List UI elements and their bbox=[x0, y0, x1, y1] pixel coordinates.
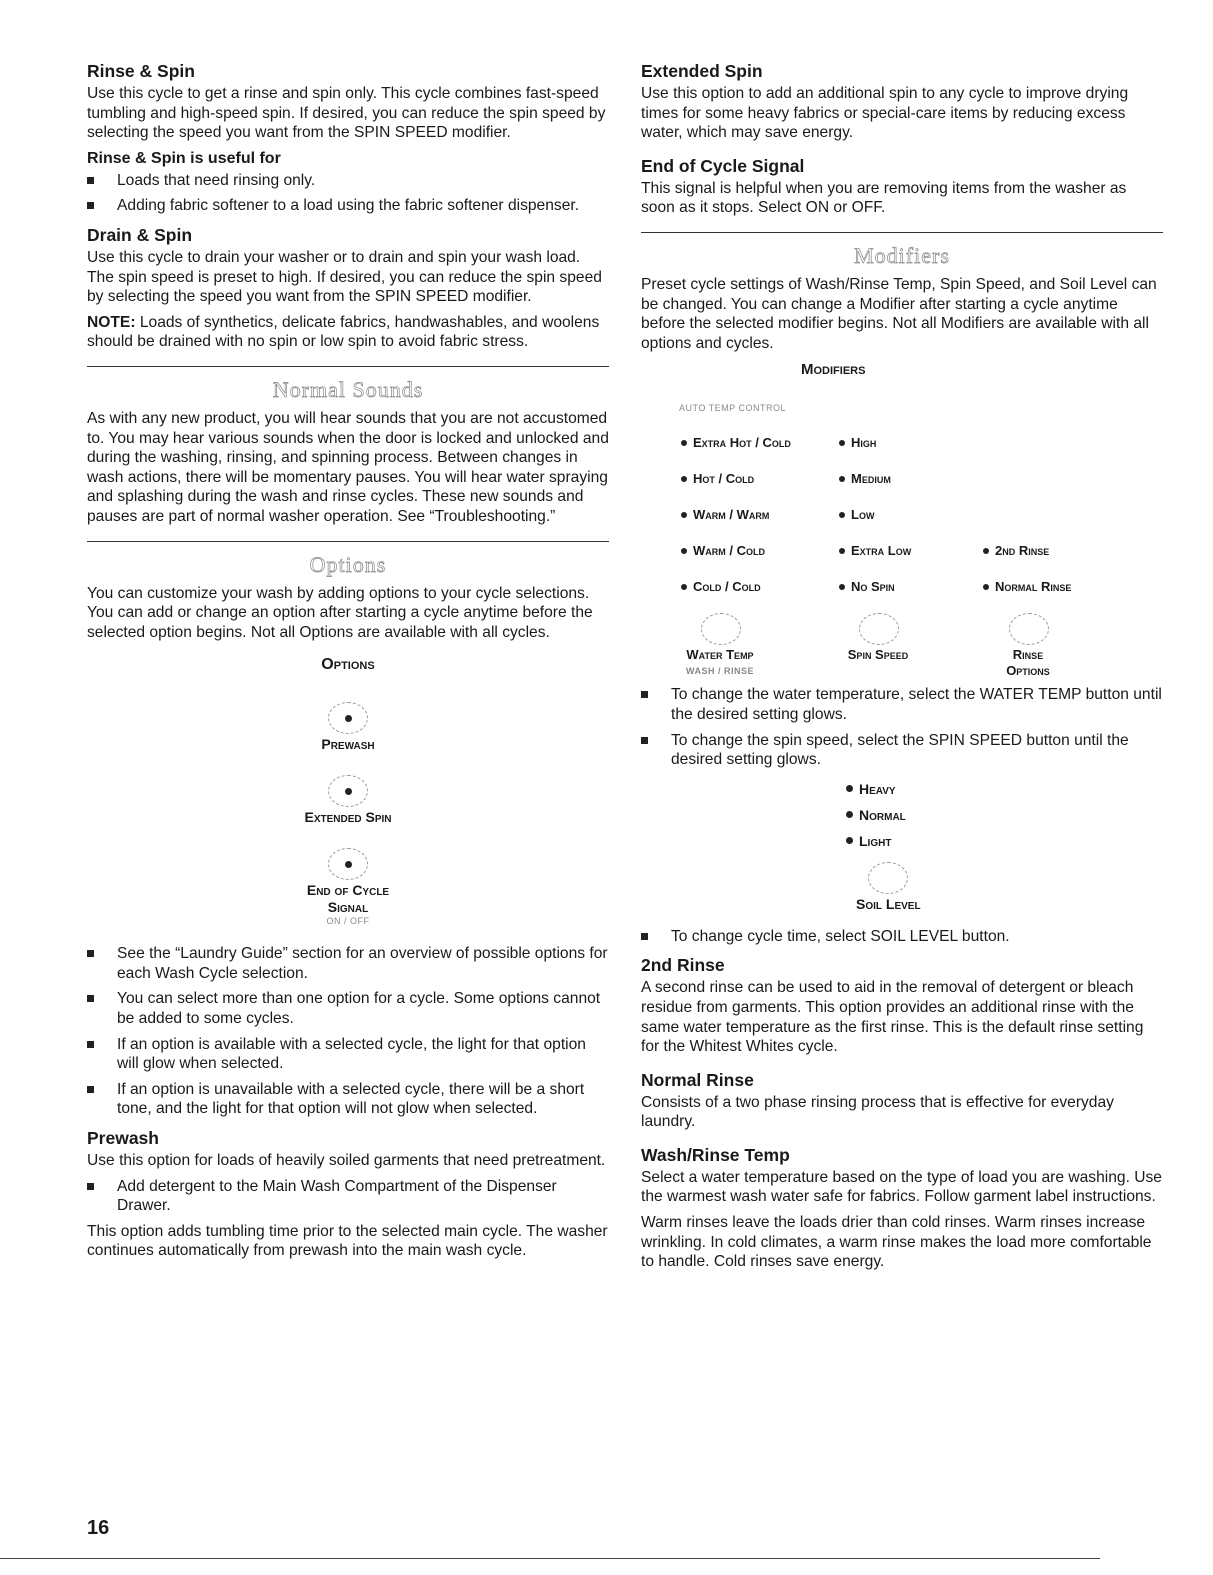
divider bbox=[87, 366, 609, 367]
indicator-light-icon bbox=[681, 440, 687, 446]
rinse-options-label bbox=[983, 647, 1073, 679]
spin-option bbox=[839, 435, 876, 450]
list-item: If an option is unavailable with a selected cycle, there will be a short tone, and the light for that option will not glow when selected. bbox=[87, 1080, 609, 1119]
list-item: To change the water temperature, select the WATER TEMP button until the desired setting glows. bbox=[641, 685, 1163, 724]
drain-spin-heading: Drain & Spin bbox=[87, 224, 193, 245]
temp-option-label: Extra Hot / Cold bbox=[693, 435, 791, 451]
extended-spin-label: Extended Spin bbox=[304, 809, 392, 826]
spin-option-label: No Spin bbox=[851, 579, 895, 595]
temp-option-label: Warm / Warm bbox=[693, 507, 770, 523]
spin-speed-label: Spin Speed bbox=[847, 647, 909, 663]
spin-option-label: Medium bbox=[851, 471, 891, 487]
indicator-light-icon bbox=[846, 811, 853, 818]
indicator-light-icon bbox=[983, 548, 989, 554]
rinse-option bbox=[983, 543, 1049, 558]
list-item: To change the spin speed, select the SPIN SPEED button until the desired setting glows. bbox=[641, 731, 1163, 770]
drain-spin-note bbox=[87, 313, 609, 352]
modifiers-panel bbox=[641, 359, 1163, 679]
list-item: If an option is available with a selected cycle, the light for that option will glow when selected. bbox=[87, 1035, 609, 1074]
water-temp-label bbox=[675, 647, 765, 679]
right-column bbox=[641, 60, 1163, 1278]
indicator-light-icon bbox=[681, 476, 687, 482]
soil-option-label: Heavy bbox=[859, 780, 896, 797]
page-number: 16 bbox=[87, 1517, 110, 1539]
wash-rinse-label: WASH / RINSE bbox=[685, 666, 754, 677]
water-temp-button[interactable] bbox=[701, 613, 741, 645]
normal-sounds-body: As with any new product, you will hear sounds that you are not accustomed to. You may hear various sounds when the door is locked and unlocked and during the washing, rinsing, and spinning process. Between changes in wash actions, there will be momentary pauses. You will hear water spraying and splashing during the wash and rinse cycles. These new sounds and pauses are part of normal washer operation. See “Troubleshooting.” bbox=[87, 409, 609, 525]
soil-level-label: Soil Level bbox=[856, 895, 921, 912]
normal-rinse-body: Consists of a two phase rinsing process that is effective for everyday laundry. bbox=[641, 1093, 1114, 1131]
button-circle bbox=[328, 775, 368, 807]
indicator-light-icon bbox=[846, 785, 853, 792]
bottom-rule bbox=[0, 1558, 1100, 1559]
wash-rinse-temp-body: Select a water temperature based on the type of load you are washing. Use the warmest wash water safe for fabrics. Follow garment label instructions. bbox=[641, 1168, 1162, 1206]
prewash-body: Use this option for loads of heavily soiled garments that need pretreatment. bbox=[87, 1152, 606, 1170]
normal-rinse-heading: Normal Rinse bbox=[641, 1069, 754, 1090]
water-temp-text: Water Temp bbox=[686, 647, 754, 663]
spin-option bbox=[839, 579, 895, 594]
indicator-light-icon bbox=[345, 788, 352, 795]
options-list bbox=[87, 944, 609, 1119]
prewash-body-2: This option adds tumbling time prior to the selected main cycle. The washer continues automatically from prewash into the main wash cycle. bbox=[87, 1222, 608, 1260]
list-item: You can select more than one option for a cycle. Some options cannot be added to some cycles. bbox=[87, 989, 609, 1028]
rinse-option bbox=[983, 579, 1071, 594]
signal-label: Signal bbox=[327, 899, 369, 916]
extended-spin-body: Use this option to add an additional spin to any cycle to improve drying times for some heavy fabrics or special-care items by reducing excess water, which may save energy. bbox=[641, 85, 1129, 142]
end-signal-body: This signal is helpful when you are removing items from the washer as soon as it stops. Select ON or OFF. bbox=[641, 179, 1127, 217]
spin-option-label: Extra Low bbox=[851, 543, 912, 559]
indicator-light-icon bbox=[839, 548, 845, 554]
rinse-option-label: Normal Rinse bbox=[995, 579, 1072, 595]
on-off-label: ON / OFF bbox=[326, 916, 370, 927]
temp-option-label: Hot / Cold bbox=[693, 471, 755, 487]
spin-option bbox=[839, 543, 911, 558]
list-item: To change cycle time, select SOIL LEVEL button. bbox=[641, 927, 1163, 947]
temp-option-label: Warm / Cold bbox=[693, 543, 765, 559]
auto-temp-control-label: AUTO TEMP CONTROL bbox=[679, 403, 787, 414]
prewash-button[interactable] bbox=[87, 702, 609, 753]
soil-level-panel bbox=[846, 776, 1163, 913]
note-label: NOTE: bbox=[87, 313, 136, 331]
soil-option-label: Normal bbox=[859, 806, 906, 823]
temp-option bbox=[681, 543, 765, 558]
rinse-spin-useful-heading: Rinse & Spin is useful for bbox=[87, 149, 281, 167]
second-rinse-body: A second rinse can be used to aid in the removal of detergent or bleach residue from garments. This option provides an additional rinse with the same water temperature as the first rinse. This is the default rinse setting for the Whitest Whites cycle. bbox=[641, 979, 1144, 1056]
indicator-light-icon bbox=[983, 584, 989, 590]
spin-option bbox=[839, 507, 874, 522]
temp-option bbox=[681, 435, 791, 450]
rinse-spin-body: Use this cycle to get a rinse and spin only. This cycle combines fast-speed tumbling and high-speed spin. If desired, you can reduce the spin speed by selecting the speed you want from the SPIN SPEED modifier. bbox=[87, 85, 606, 142]
extended-spin-heading: Extended Spin bbox=[641, 61, 763, 81]
soil-option bbox=[846, 828, 891, 854]
list-item: See the “Laundry Guide” section for an overview of possible options for each Wash Cycle selection. bbox=[87, 944, 609, 983]
prewash-label: Prewash bbox=[321, 736, 375, 753]
prewash-list bbox=[87, 1177, 609, 1216]
wash-rinse-temp-heading: Wash/Rinse Temp bbox=[641, 1144, 790, 1165]
prewash-heading: Prewash bbox=[87, 1128, 159, 1149]
soil-option bbox=[846, 776, 896, 802]
list-item: Loads that need rinsing only. bbox=[87, 171, 609, 191]
left-column bbox=[87, 60, 609, 1267]
modifiers-body: Preset cycle settings of Wash/Rinse Temp, Spin Speed, and Soil Level can be changed. You can change a Modifier after starting a cycle anytime before the selected modifier begins. Not all Modifiers are available with all options and cycles. bbox=[641, 275, 1157, 352]
normal-sounds-heading: Normal Sounds bbox=[272, 376, 424, 402]
rinse-spin-list bbox=[87, 171, 609, 216]
button-circle bbox=[328, 848, 368, 880]
rinse-options-button[interactable] bbox=[1009, 613, 1049, 645]
end-of-cycle-label: End of Cycle bbox=[306, 882, 390, 899]
temp-option-label: Cold / Cold bbox=[693, 579, 761, 595]
rinse-text: Rinse bbox=[1012, 647, 1044, 663]
rinse-spin-heading: Rinse & Spin bbox=[87, 61, 195, 81]
rinse-option-label: 2nd Rinse bbox=[995, 543, 1050, 559]
options-body: You can customize your wash by adding options to your cycle selections. You can add or change an option after starting a cycle anytime before the selected option begins. Not all Options are available with all cycles. bbox=[87, 584, 593, 641]
spin-option-label: High bbox=[851, 435, 877, 451]
soil-list bbox=[641, 927, 1163, 947]
indicator-light-icon bbox=[839, 512, 845, 518]
wash-rinse-temp-body-2: Warm rinses leave the loads drier than cold rinses. Warm rinses increase wrinkling. In cold climates, a warm rinse makes the load more comfortable to handle. Cold rinses save energy. bbox=[641, 1214, 1152, 1271]
indicator-light-icon bbox=[846, 837, 853, 844]
soil-option bbox=[846, 802, 906, 828]
temp-option bbox=[681, 579, 761, 594]
list-item: Add detergent to the Main Wash Compartment of the Dispenser Drawer. bbox=[87, 1177, 609, 1216]
indicator-light-icon bbox=[345, 861, 352, 868]
spin-option-label: Low bbox=[851, 507, 875, 523]
spin-option bbox=[839, 471, 891, 486]
second-rinse-heading: 2nd Rinse bbox=[641, 955, 725, 976]
options-text: Options bbox=[1006, 663, 1050, 679]
options-panel-title: Options bbox=[321, 656, 375, 674]
indicator-light-icon bbox=[839, 584, 845, 590]
list-item: Adding fabric softener to a load using the fabric softener dispenser. bbox=[87, 196, 609, 216]
modifiers-panel-title: Modifiers bbox=[801, 361, 866, 379]
modifiers-heading: Modifiers bbox=[854, 242, 950, 268]
indicator-light-icon bbox=[839, 440, 845, 446]
indicator-light-icon bbox=[681, 512, 687, 518]
options-heading: Options bbox=[309, 551, 387, 577]
indicator-light-icon bbox=[839, 476, 845, 482]
indicator-light-icon bbox=[681, 584, 687, 590]
indicator-light-icon bbox=[345, 715, 352, 722]
spin-speed-button[interactable] bbox=[859, 613, 899, 645]
note-text: Loads of synthetics, delicate fabrics, handwashables, and woolens should be drained with no spin or low spin to avoid fabric stress. bbox=[87, 313, 600, 351]
soil-option-label: Light bbox=[859, 832, 892, 849]
indicator-light-icon bbox=[681, 548, 687, 554]
temp-option bbox=[681, 507, 769, 522]
end-signal-heading: End of Cycle Signal bbox=[641, 155, 805, 176]
drain-spin-body: Use this cycle to drain your washer or to drain and spin your wash load. The spin speed is preset to high. If desired, you can reduce the spin speed by selecting the speed you want from the SPIN SPEED modifier. bbox=[87, 248, 602, 306]
modifiers-list bbox=[641, 685, 1163, 769]
temp-option bbox=[681, 471, 754, 486]
divider bbox=[641, 232, 1163, 233]
soil-level-button[interactable] bbox=[868, 862, 908, 894]
end-of-cycle-signal-button[interactable] bbox=[87, 848, 609, 926]
divider bbox=[87, 541, 609, 542]
extended-spin-button[interactable] bbox=[87, 775, 609, 826]
button-circle bbox=[328, 702, 368, 734]
